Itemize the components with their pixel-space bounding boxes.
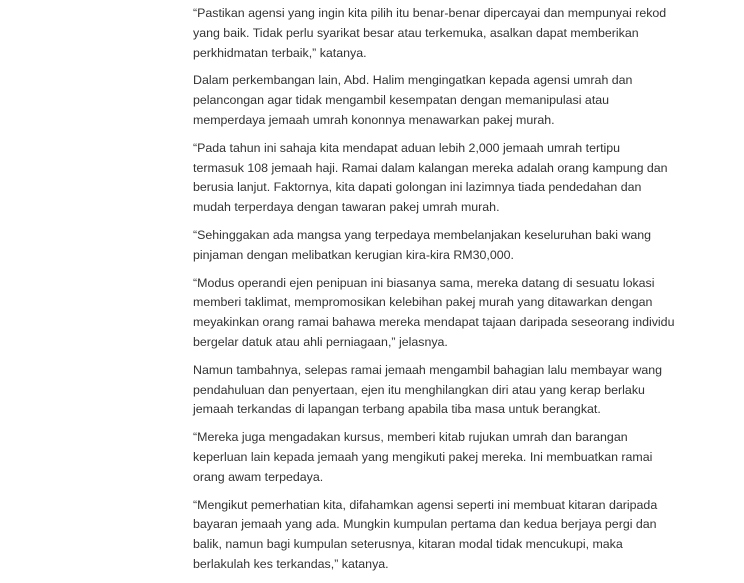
text-line: “Pada tahun ini sahaja kita mendapat aduan lebih 2,000 jemaah umrah tertipu	[193, 140, 621, 155]
text-line: berusia lanjut. Faktornya, kita dapati golongan ini lazimnya tiada pendedahan dan	[193, 180, 642, 195]
paragraph-1	[193, 4, 668, 63]
text-line: Dalam perkembangan lain, Abd. Halim mengingatkan kepada agensi umrah dan	[193, 73, 633, 88]
text-line: perkhidmatan terbaik,” katanya.	[193, 45, 367, 60]
text-line: berlakulah kes terkandas,” katanya.	[193, 556, 389, 571]
text-line: meyakinkan orang ramai bahawa mereka mendapat tajaan daripada seseorang individu	[193, 315, 675, 330]
text-line: pelancongan agar tidak mengambil kesempatan dengan memanipulasi atau	[193, 93, 610, 108]
paragraph-8	[193, 496, 668, 575]
text-line: balik, namun bagi kumpulan seterusnya, kitaran modal tidak mencukupi, maka	[193, 537, 623, 552]
text-line: “Mereka juga mengadakan kursus, memberi kitab rujukan umrah dan barangan	[193, 430, 628, 445]
text-line: memberi taklimat, mempromosikan kelebihan pakej murah yang ditawarkan dengan	[193, 295, 653, 310]
text-line: “Pastikan agensi yang ingin kita pilih itu benar-benar dipercayai dan mempunyai rekod	[193, 6, 667, 20]
text-line: Namun tambahnya, selepas ramai jemaah mengambil bahagian lalu membayar wang	[193, 362, 663, 377]
text-line: termasuk 108 jemaah haji. Ramai dalam kalangan mereka adalah orang kampung dan	[193, 160, 668, 175]
text-line: pendahuluan dan penyertaan, ejen itu menghilangkan diri atau yang kerap berlaku	[193, 382, 645, 397]
text-line: jemaah terkandas di lapangan terbang apabila tiba masa untuk berangkat.	[193, 402, 601, 417]
text-line: “Modus operandi ejen penipuan ini biasanya sama, mereka datang di sesuatu lokasi	[193, 275, 655, 290]
text-line: yang baik. Tidak perlu syarikat besar atau terkemuka, asalkan dapat memberikan	[193, 25, 639, 40]
text-line: “Mengikut pemerhatian kita, difahamkan agensi seperti ini membuat kitaran daripada	[193, 497, 658, 512]
paragraph-2	[193, 71, 668, 130]
article-body	[193, 4, 675, 583]
paragraph-6	[193, 361, 668, 420]
text-line: mudah terperdaya dengan tawaran pakej umrah murah.	[193, 200, 500, 215]
paragraph-4	[193, 226, 668, 266]
text-line: “Sehinggakan ada mangsa yang terpedaya membelanjakan keseluruhan baki wang	[193, 227, 652, 242]
text-line: keperluan lain kepada jemaah yang mengikuti pakej mereka. Ini membuatkan ramai	[193, 449, 653, 464]
text-line: orang awam terpedaya.	[193, 469, 324, 484]
text-line: bayaran jemaah yang ada. Mungkin kumpulan pertama dan kedua berjaya pergi dan	[193, 517, 657, 532]
paragraph-5	[193, 274, 675, 353]
text-line: memperdaya jemaah umrah kononnya menawarkan pakej murah.	[193, 112, 555, 127]
paragraph-7	[193, 428, 668, 487]
text-line: bergelar datuk atau ahli perniagaan,” jelasnya.	[193, 334, 448, 349]
paragraph-3	[193, 139, 668, 218]
text-line: pinjaman dengan melibatkan kerugian kira-kira RM30,000.	[193, 247, 514, 262]
